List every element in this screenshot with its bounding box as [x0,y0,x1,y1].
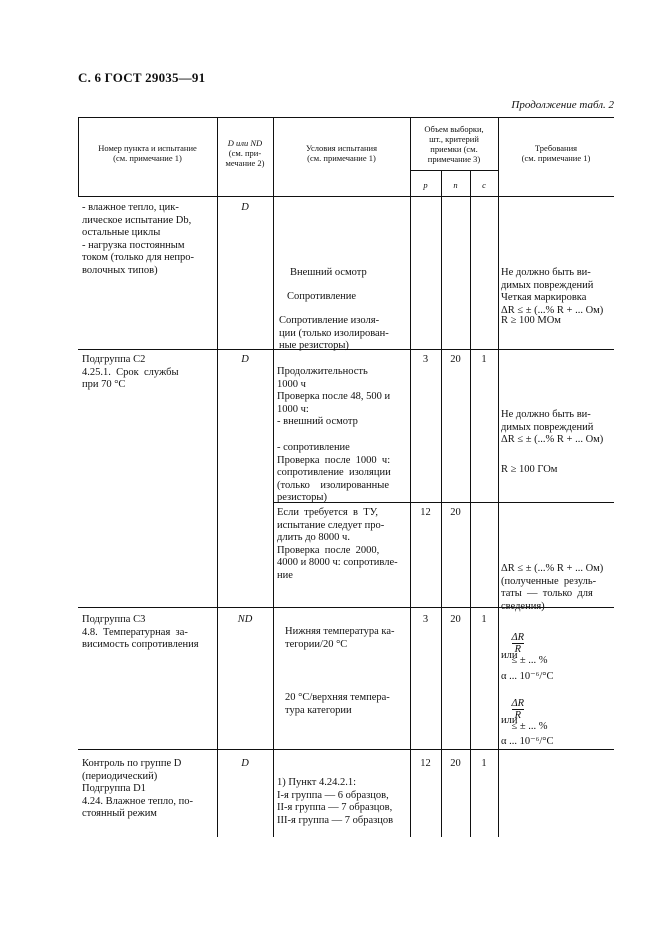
header-requirements: Требования (см. примечание 1) [521,143,591,163]
row2-conditions: Продолжительность 1000 ч Проверка после 48, 500 и 1000 ч: - внешний осмотр [277,366,391,427]
row5-conditions: 1) Пункт 4.24.2.1: I-я группа — 6 образцов, II-я группа — 7 образцов, III-я группа — 7 образцов [277,777,394,826]
row4-p: 3 [422,614,429,625]
row3-p: 12 [420,507,431,518]
row4-n: 20 [450,614,461,625]
row4-cond-high-temp: 20 °С/верхняя темпера- тура категории [285,692,390,716]
row5-test-name: Контроль по группе D (периодический) Подгруппа D1 4.24. Влажное тепло, по- стоянный режим [82,758,194,819]
col-rule-2 [273,117,274,837]
row2-n: 20 [450,354,461,365]
fraction-tail: ≤ ± ... % [511,654,548,666]
fraction-tail: ≤ ± ... % [511,720,548,732]
row5-c: 1 [481,758,487,769]
row4-or-1: или [501,650,518,661]
fraction-numerator: ΔR [511,631,525,643]
header-dnd-note: (см. при- мечание 2) [225,148,265,168]
row5-dnd: D [241,758,249,769]
fraction-denominator: R [514,643,521,655]
row4-or-2: или [501,715,518,726]
col-rule-3 [410,117,411,837]
row2-p: 3 [422,354,429,365]
row4-alpha-1: α ... 10⁻⁶/°С [501,671,554,682]
page-header: С. 6 ГОСТ 29035—91 [78,70,206,85]
row2-test-name: Подгруппа С2 4.25.1. Срок службы при 70 °С [82,354,179,390]
header-bottom-rule [78,196,614,197]
row2-requirement-insulation: R ≥ 100 ГОм [501,464,558,475]
header-dnd [217,138,273,168]
row1-requirements: Не должно быть ви- димых повреждений Четкая маркировка ΔR ≤ ± (...% R + ... Ом) [501,267,604,316]
col-rule-4 [498,117,499,837]
row4-cond-low-temp: Нижняя температура ка- тегории/20 °С [285,626,395,650]
header-p: p [423,180,428,190]
row1-requirement-insulation: R ≥ 100 МОм [501,315,561,326]
subheader-rule [410,170,498,171]
col-rule-n [470,170,471,837]
row5-p: 12 [420,758,431,769]
header-conditions: Условия испытания (см. примечание 1) [305,143,378,163]
col-rule-1 [217,117,218,837]
test-table [78,117,614,837]
fraction-numerator: ΔR [511,697,525,709]
table-top-rule [78,117,614,118]
row2-requirements: Не должно быть ви- димых повреждений ΔR ≤ ± (...% R + ... Ом) [501,409,604,445]
row1-cond-resistance: Сопротивление [287,291,357,302]
row4-c: 1 [481,614,487,625]
row4-alpha-2: α ... 10⁻⁶/°С [501,736,554,747]
row4-test-name: Подгруппа С3 4.8. Температурная за- висимость сопротивления [82,614,199,650]
header-c: c [482,180,486,190]
header-item-test: Номер пункта и испытание (см. примечание 1) [98,143,197,163]
row2-dnd: D [241,354,249,365]
row1-cond-insulation: Сопротивление изоля- ции (только изолирован- ные резисторы) [279,315,389,351]
header-sample-size: Объем выборки, шт., критерий приемки (см. примечание 3) [424,124,484,164]
row1-cond-visual: Внешний осмотр [290,267,367,278]
row2-c: 1 [481,354,487,365]
header-dnd-title: D или ND [227,138,263,148]
row2-conditions-resistance: - сопротивление Проверка после 1000 ч: сопротивление изоляции (только изолированные резисторы) [277,442,391,503]
row3-requirements: ΔR ≤ ± (...% R + ... Ом) (полученные резуль- таты — только для сведения) [501,563,604,612]
row3-n: 20 [450,507,461,518]
row-rule-4 [78,749,614,750]
row3-conditions: Если требуется в ТУ, испытание следует про- длить до 8000 ч. Проверка после 2000, 4000 и 8000 ч: сопротивле- ние [277,507,398,581]
fraction-denominator: R [514,709,521,721]
table-continuation-label: Продолжение табл. 2 [511,99,614,111]
row5-n: 20 [450,758,461,769]
row1-test-name: - влажное тепло, цик- лическое испытание Db, остальные циклы - нагрузка постоянным током (только для непро- волочных типов) [82,202,195,276]
col-rule-p [441,170,442,837]
row1-dnd: D [241,202,249,213]
row4-dnd: ND [237,614,253,625]
header-n: n [453,180,458,190]
